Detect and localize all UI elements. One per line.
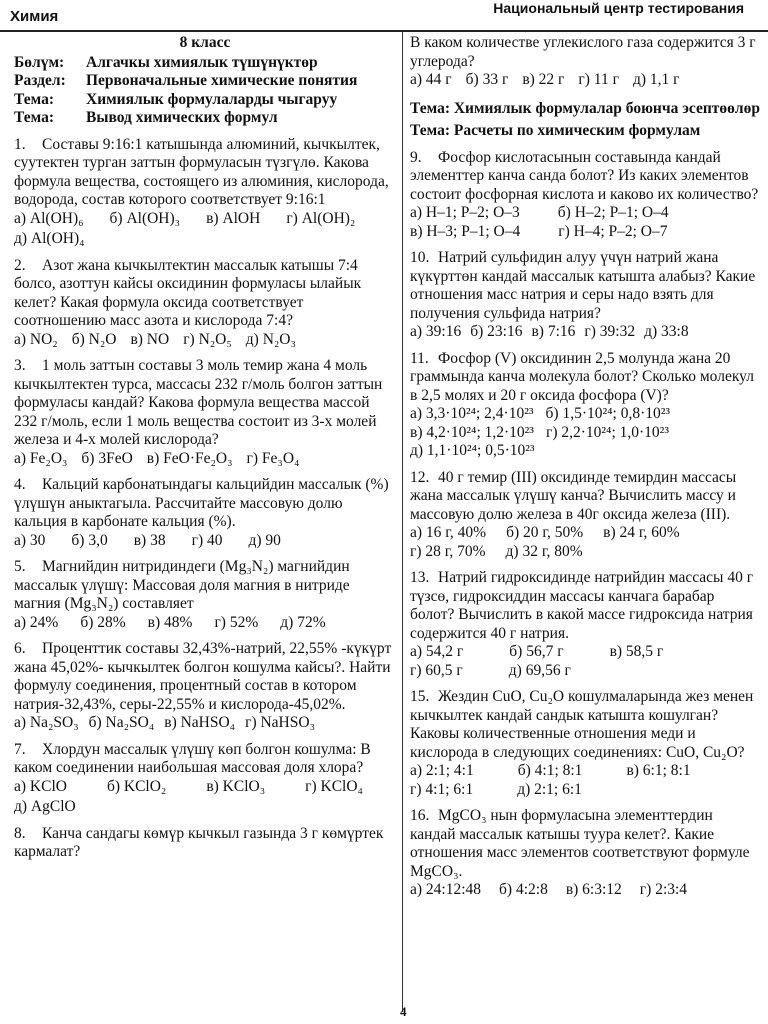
question-text: Азот жана кычкылтектин массалык катышы 7:4 болсо, азоттун кайсы оксидинин формуласы ылайык келет? Какая формула оксида соответствует соотношению масс азота и кислорода 7:4? bbox=[14, 256, 362, 329]
answer-option: б) 20 г, 50% bbox=[506, 524, 584, 541]
question-3 bbox=[14, 357, 396, 468]
answer-options bbox=[410, 405, 762, 461]
answer-option: в) NO bbox=[130, 330, 170, 348]
answer-option: б) KClO₂ bbox=[106, 777, 167, 795]
answer-option: в) 4,2·10²⁴; 1,2·10²³ bbox=[410, 423, 534, 441]
answer-options bbox=[410, 524, 762, 561]
question-number: 16. bbox=[410, 807, 430, 824]
answer-option: г) 52% bbox=[214, 613, 259, 631]
meta-value: Алгачкы химиялык түшүнүктөр bbox=[86, 53, 318, 71]
question-number: 1. bbox=[14, 135, 26, 153]
question-16 bbox=[410, 807, 762, 900]
question-5 bbox=[14, 558, 396, 632]
question-8-continued bbox=[410, 34, 762, 90]
answer-option: в) NaHSO₄ bbox=[164, 714, 236, 731]
answer-option: д) Al(OH)₄ bbox=[14, 230, 85, 247]
question-10 bbox=[410, 249, 762, 342]
answer-options bbox=[14, 714, 396, 733]
meta-line bbox=[14, 54, 396, 73]
answer-option: в) AlOH bbox=[206, 209, 261, 227]
question-text: 1 моль заттын составы 3 моль темир жана 4 моль кычкылтектен турса, массасы 232 г/моль болгон заттын формуласы кандай? Какова формула вещества массой 232 г/моль, если 1 моль вещества состоит из 3-х молей железа и 4-х молей кислорода? bbox=[14, 357, 383, 448]
question-text: В каком количестве углекислого газа содержится 3 г углерода? bbox=[410, 34, 756, 70]
meta-line bbox=[14, 72, 396, 91]
answer-option: в) 38 bbox=[133, 531, 166, 549]
question-text: 40 г темир (III) оксидинде темирдин массасы жана массалык үлүшү канча? Вычислить массу и массовую долю железа в 40г оксида железа (III). bbox=[410, 468, 737, 523]
answer-option: в) 7:16 bbox=[531, 323, 576, 340]
meta-value: Химиялык формулаларды чыгаруу bbox=[86, 90, 338, 108]
question-11 bbox=[410, 350, 762, 461]
answer-option: в) KClO₃ bbox=[206, 777, 266, 795]
answer-option: г) 2,2·10²⁴; 1,0·10²³ bbox=[545, 423, 669, 441]
meta-line bbox=[14, 91, 396, 110]
answer-options bbox=[14, 450, 396, 469]
answer-option: г) 2:3:4 bbox=[639, 881, 688, 898]
answer-option: д) 33:8 bbox=[644, 323, 689, 340]
answer-option: а) 44 г bbox=[410, 71, 452, 88]
answer-option: в) H–3; P–1; O–4 bbox=[410, 222, 521, 240]
answer-option: в) 22 г bbox=[522, 71, 565, 88]
answer-option: д) AgClO bbox=[14, 798, 76, 815]
answer-option: г) KClO₄ bbox=[305, 777, 363, 795]
publisher-title: Национальный центр тестирования bbox=[493, 0, 744, 16]
answer-option: а) 2:1; 4:1 bbox=[410, 762, 474, 779]
answer-option: д) 2:1; 6:1 bbox=[517, 780, 582, 798]
answer-options bbox=[410, 643, 762, 680]
question-9 bbox=[410, 149, 762, 242]
answer-options bbox=[14, 331, 396, 350]
answer-options bbox=[14, 210, 396, 249]
answer-options bbox=[14, 532, 396, 551]
question-number: 11. bbox=[410, 349, 429, 367]
answer-option: б) 3,0 bbox=[71, 531, 108, 549]
answer-option: г) Al(OH)₂ bbox=[286, 209, 356, 227]
question-4 bbox=[14, 476, 396, 550]
question-number: 5. bbox=[14, 558, 26, 575]
answer-options bbox=[410, 323, 762, 342]
left-column bbox=[14, 34, 396, 862]
answer-options bbox=[14, 778, 396, 817]
answer-option: г) 40 bbox=[191, 531, 223, 549]
question-text: Фосфор (V) оксидинин 2,5 молунда жана 20 граммында канча молекула болот? Сколько молекул в 2,5 молях и 20 г оксида фосфора (V)? bbox=[410, 349, 754, 404]
answer-option: а) KClO bbox=[14, 777, 67, 795]
answer-option: г) N₂O₅ bbox=[183, 330, 232, 348]
question-text: Канча сандагы көмүр кычкыл газында 3 г көмүртек кармалат? bbox=[14, 824, 384, 860]
answer-option: а) 39:16 bbox=[410, 323, 462, 340]
meta-key: Тема: bbox=[14, 90, 54, 108]
answer-options bbox=[410, 762, 762, 799]
answer-options bbox=[410, 204, 762, 241]
question-text: MgCO₃ нын формуласына элементтердин кандай массалык катышы туура келет?. Какие отношения масс элементов соответствуют формуле MgCO₃. bbox=[410, 807, 750, 880]
question-12 bbox=[410, 469, 762, 562]
question-number: 9. bbox=[410, 148, 422, 166]
answer-option: а) H–1; P–2; O–3 bbox=[410, 204, 520, 221]
answer-option: г) 4:1; 6:1 bbox=[410, 780, 474, 798]
answer-option: в) 6:3:12 bbox=[565, 881, 622, 898]
answer-option: б) H–2; P–1; O–4 bbox=[557, 204, 669, 221]
answer-option: б) 1,5·10²⁴; 0,8·10²³ bbox=[545, 405, 671, 422]
answer-option: в) FeO·Fe₂O₃ bbox=[146, 449, 233, 467]
column-divider bbox=[402, 32, 403, 1012]
answer-options bbox=[410, 71, 762, 90]
question-number: 10. bbox=[410, 249, 430, 266]
question-text: Натрий гидроксидинде натрийдин массасы 40 г түзсө, гидроксиддин массасы канчага барабар болот? Вычислить в какой массе гидроксида натрия содержится 40 г натрия. bbox=[410, 569, 754, 642]
answer-option: г) H–4; P–2; O–7 bbox=[558, 222, 668, 240]
question-15 bbox=[410, 688, 762, 799]
question-8 bbox=[14, 825, 396, 862]
meta-key: Тема: bbox=[14, 109, 54, 126]
answer-option: д) N₂O₃ bbox=[245, 330, 296, 348]
answer-options bbox=[410, 881, 762, 900]
answer-option: д) 32 г, 80% bbox=[505, 542, 583, 560]
question-text: Жездин CuO, Cu₂O кошулмаларында жез менен кычкылтек кандай сандык катышта кошулган? Каковы количественные отношения меди и кислорода в следующих соединениях: CuO, Cu₂O? bbox=[410, 688, 754, 761]
answer-option: а) 24:12:48 bbox=[410, 881, 482, 898]
answer-option: а) 16 г, 40% bbox=[410, 524, 487, 541]
question-text: Проценттик составы 32,43%-натрий, 22,55% -күкүрт жана 45,02%- кычкылтек болгон кошулма кайсы?. Найти формулу соединения, процентный состав в котором натрия-32,43%, серы-22,55% и кислорода-45,02%. bbox=[14, 640, 392, 713]
question-text: Кальций карбонатындагы кальцийдин массалык (%) үлүшүн аныктагыла. Рассчитайте массовую долю кальция в карбонате кальция (%). bbox=[14, 476, 389, 530]
answer-option: б) Al(OH)₃ bbox=[109, 209, 181, 227]
answer-option: д) 90 bbox=[248, 531, 281, 549]
answer-option: б) 4:1; 8:1 bbox=[517, 762, 583, 779]
question-7 bbox=[14, 741, 396, 817]
question-13 bbox=[410, 569, 762, 680]
answer-option: а) NO₂ bbox=[14, 330, 58, 348]
answer-option: г) 60,5 г bbox=[410, 661, 463, 679]
question-2 bbox=[14, 257, 396, 350]
question-6 bbox=[14, 640, 396, 733]
question-number: 7. bbox=[14, 740, 26, 758]
answer-option: в) 48% bbox=[147, 613, 193, 631]
answer-option: в) 58,5 г bbox=[609, 643, 664, 660]
answer-option: б) 33 г bbox=[465, 71, 509, 88]
page-header bbox=[0, 0, 768, 32]
answer-option: б) 3FeO bbox=[81, 449, 133, 467]
topic-russian: Тема: Расчеты по химическим формулам bbox=[410, 122, 701, 139]
answer-option: а) Al(OH)₆ bbox=[14, 209, 84, 227]
answer-option: д) 1,1 г bbox=[632, 71, 680, 88]
answer-option: б) 4:2:8 bbox=[499, 881, 548, 898]
answer-option: д) 72% bbox=[280, 613, 326, 631]
grade-title: 8 класс bbox=[179, 34, 231, 51]
answer-option: б) 56,7 г bbox=[509, 643, 564, 660]
topic-kyrgyz: Тема: Химиялык формулалар боюнча эсептөөлөр bbox=[410, 99, 760, 117]
question-number: 13. bbox=[410, 569, 430, 586]
answer-option: г) 39:32 bbox=[584, 323, 636, 340]
question-text: Натрий сульфидин алуу үчүн натрий жана күкүрттөн кандай массалык катышта алабыз? Какие отношения масс натрия и серы надо взять для получения сульфида натрия? bbox=[410, 249, 756, 322]
subject-title: Химия bbox=[10, 8, 59, 25]
answer-option: а) Fe₂O₃ bbox=[14, 449, 68, 467]
page-number: 4 bbox=[400, 1004, 407, 1019]
right-column bbox=[410, 34, 762, 900]
question-text: Фосфор кислотасынын составында кандай элементтер канча санда болот? Из каких элементов состоит фосфорная кислота и каково их количество? bbox=[410, 148, 759, 203]
answer-option: а) Na₂SO₃ bbox=[14, 714, 79, 731]
meta-value: Вывод химических формул bbox=[86, 109, 278, 126]
question-number: 4. bbox=[14, 476, 26, 493]
answer-option: б) 28% bbox=[80, 613, 126, 631]
meta-key: Бөлүм: bbox=[14, 53, 65, 71]
meta-line bbox=[14, 109, 396, 128]
answer-options bbox=[14, 614, 396, 633]
question-text: Магнийдин нитридиндеги (Mg₃N₂) магнийдин массалык үлүшү: Массовая доля магния в нитриде магния (Mg₃N₂) составляет bbox=[14, 558, 350, 612]
question-text: Хлордун массалык үлүшү көп болгон кошулма: В каком соединении наибольшая массовая доля хлора? bbox=[14, 740, 371, 776]
answer-option: г) 11 г bbox=[578, 71, 619, 88]
question-text: Составы 9:16:1 катышында алюминий, кычкылтек, суутектен турган заттын формуласын түзгүлө. Какова формула вещества, состоящего из алюминия, кислорода, водорода, состав которого соответствует 9:16:1 bbox=[14, 135, 389, 208]
answer-option: в) 6:1; 8:1 bbox=[626, 762, 691, 779]
answer-option: г) NaHSO₃ bbox=[245, 714, 315, 731]
question-number: 8. bbox=[14, 824, 26, 842]
question-number: 3. bbox=[14, 357, 26, 374]
answer-option: г) 28 г, 70% bbox=[410, 542, 486, 560]
answer-option: б) Na₂SO₄ bbox=[88, 714, 155, 731]
answer-option: а) 3,3·10²⁴; 2,4·10²³ bbox=[410, 405, 534, 422]
answer-option: г) Fe₃O₄ bbox=[246, 449, 300, 467]
answer-option: а) 54,2 г bbox=[410, 643, 464, 660]
question-number: 15. bbox=[410, 688, 430, 705]
meta-value: Первоначальные химические понятия bbox=[86, 72, 358, 89]
meta-key: Раздел: bbox=[14, 72, 66, 89]
question-number: 12. bbox=[410, 468, 430, 486]
answer-option: в) 24 г, 60% bbox=[603, 524, 680, 541]
answer-option: д) 69,56 г bbox=[508, 661, 571, 679]
answer-option: б) 23:16 bbox=[470, 323, 523, 340]
question-number: 2. bbox=[14, 256, 26, 274]
question-number: 6. bbox=[14, 640, 26, 657]
question-1 bbox=[14, 136, 396, 249]
answer-option: а) 30 bbox=[14, 531, 46, 549]
answer-option: д) 1,1·10²⁴; 0,5·10²³ bbox=[410, 442, 535, 459]
answer-option: б) N₂O bbox=[71, 330, 117, 348]
answer-option: а) 24% bbox=[14, 613, 59, 631]
